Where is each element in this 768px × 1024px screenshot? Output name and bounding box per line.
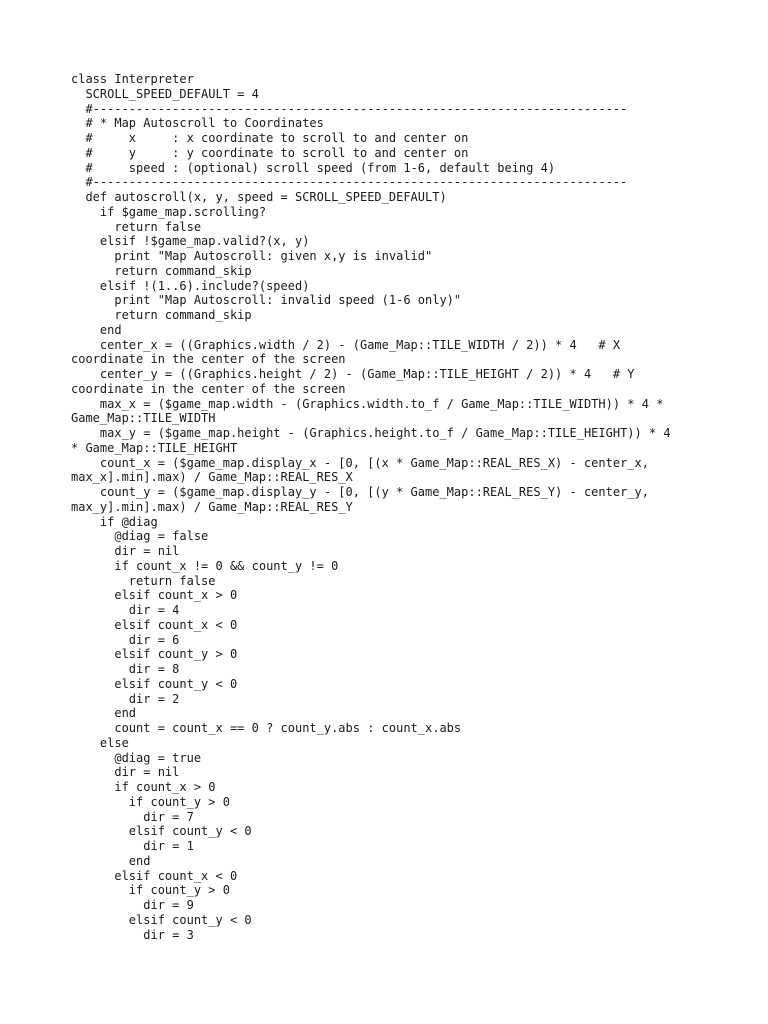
code-line: return command_skip — [71, 263, 252, 278]
code-line: dir = 3 — [71, 927, 194, 942]
code-line: end — [71, 322, 122, 337]
code-line: #-------------------------------------------------------------------------- — [71, 175, 628, 190]
code-line: * Game_Map::TILE_HEIGHT — [71, 440, 238, 455]
code-line: class Interpreter — [71, 72, 194, 86]
code-line: print "Map Autoscroll: invalid speed (1-6 only)" — [71, 293, 462, 308]
code-line: dir = 9 — [71, 898, 194, 912]
code-line: center_y = ((Graphics.height / 2) - (Game_Map::TILE_HEIGHT / 2)) * 4 # Y — [71, 367, 635, 381]
code-line: dir = 7 — [71, 809, 194, 824]
code-line: dir = 8 — [71, 662, 180, 676]
code-listing — [71, 72, 701, 942]
code-line: coordinate in the center of the screen — [71, 381, 346, 396]
code-line: return false — [71, 219, 202, 234]
code-line: dir = 1 — [71, 839, 194, 853]
code-line: elsif count_y > 0 — [71, 647, 238, 662]
code-line: if @diag — [71, 514, 158, 529]
code-line: count = count_x == 0 ? count_y.abs : count_x.abs — [71, 721, 462, 735]
code-line: def autoscroll(x, y, speed = SCROLL_SPEED_DEFAULT) — [71, 190, 447, 204]
code-line: max_x = ($game_map.width - (Graphics.width.to_f / Game_Map::TILE_WIDTH)) * 4 * — [71, 396, 664, 411]
code-line: max_y].min].max) / Game_Map::REAL_RES_Y — [71, 499, 353, 514]
code-line: elsif count_y < 0 — [71, 824, 252, 839]
code-line: elsif !(1..6).include?(speed) — [71, 278, 310, 293]
code-line: Game_Map::TILE_WIDTH — [71, 411, 216, 426]
code-line: @diag = false — [71, 529, 209, 544]
code-line: count_x = ($game_map.display_x - [0, [(x * Game_Map::REAL_RES_X) - center_x, — [71, 455, 649, 470]
code-line: if count_y > 0 — [71, 883, 230, 898]
code-line: #-------------------------------------------------------------------------- — [71, 101, 628, 116]
code-line: # x : x coordinate to scroll to and center on — [71, 131, 469, 145]
code-line: max_x].min].max) / Game_Map::REAL_RES_X — [71, 470, 353, 485]
code-line: else — [71, 735, 129, 750]
code-line: @diag = true — [71, 750, 202, 765]
code-line: elsif count_x < 0 — [71, 868, 238, 883]
code-line: dir = 6 — [71, 632, 180, 647]
code-line: # * Map Autoscroll to Coordinates — [71, 116, 324, 131]
code-line: # y : y coordinate to scroll to and center on — [71, 145, 469, 160]
code-line: elsif count_y < 0 — [71, 676, 238, 691]
code-line: max_y = ($game_map.height - (Graphics.height.to_f / Game_Map::TILE_HEIGHT)) * 4 — [71, 426, 671, 440]
code-line: center_x = ((Graphics.width / 2) - (Game_Map::TILE_WIDTH / 2)) * 4 # X — [71, 337, 621, 352]
code-line: dir = nil — [71, 544, 180, 558]
code-line: elsif count_x < 0 — [71, 617, 238, 632]
code-line: elsif count_y < 0 — [71, 912, 252, 927]
code-line: return command_skip — [71, 308, 252, 322]
code-line: coordinate in the center of the screen — [71, 352, 346, 367]
code-line: dir = 4 — [71, 603, 180, 617]
code-line: end — [71, 853, 151, 868]
code-line: if $game_map.scrolling? — [71, 204, 267, 219]
code-line: if count_x > 0 — [71, 780, 216, 794]
code-line: SCROLL_SPEED_DEFAULT = 4 — [71, 86, 259, 101]
code-line: dir = 2 — [71, 691, 180, 706]
code-line: end — [71, 706, 137, 721]
code-line: if count_y > 0 — [71, 794, 230, 809]
code-line: elsif !$game_map.valid?(x, y) — [71, 234, 310, 249]
code-line: count_y = ($game_map.display_y - [0, [(y * Game_Map::REAL_RES_Y) - center_y, — [71, 485, 649, 499]
code-line: dir = nil — [71, 765, 180, 780]
code-line: if count_x != 0 && count_y != 0 — [71, 558, 339, 573]
code-line: return false — [71, 573, 216, 588]
code-line: # speed : (optional) scroll speed (from 1-6, default being 4) — [71, 160, 556, 175]
code-line: elsif count_x > 0 — [71, 588, 238, 603]
code-line: print "Map Autoscroll: given x,y is invalid" — [71, 249, 433, 263]
